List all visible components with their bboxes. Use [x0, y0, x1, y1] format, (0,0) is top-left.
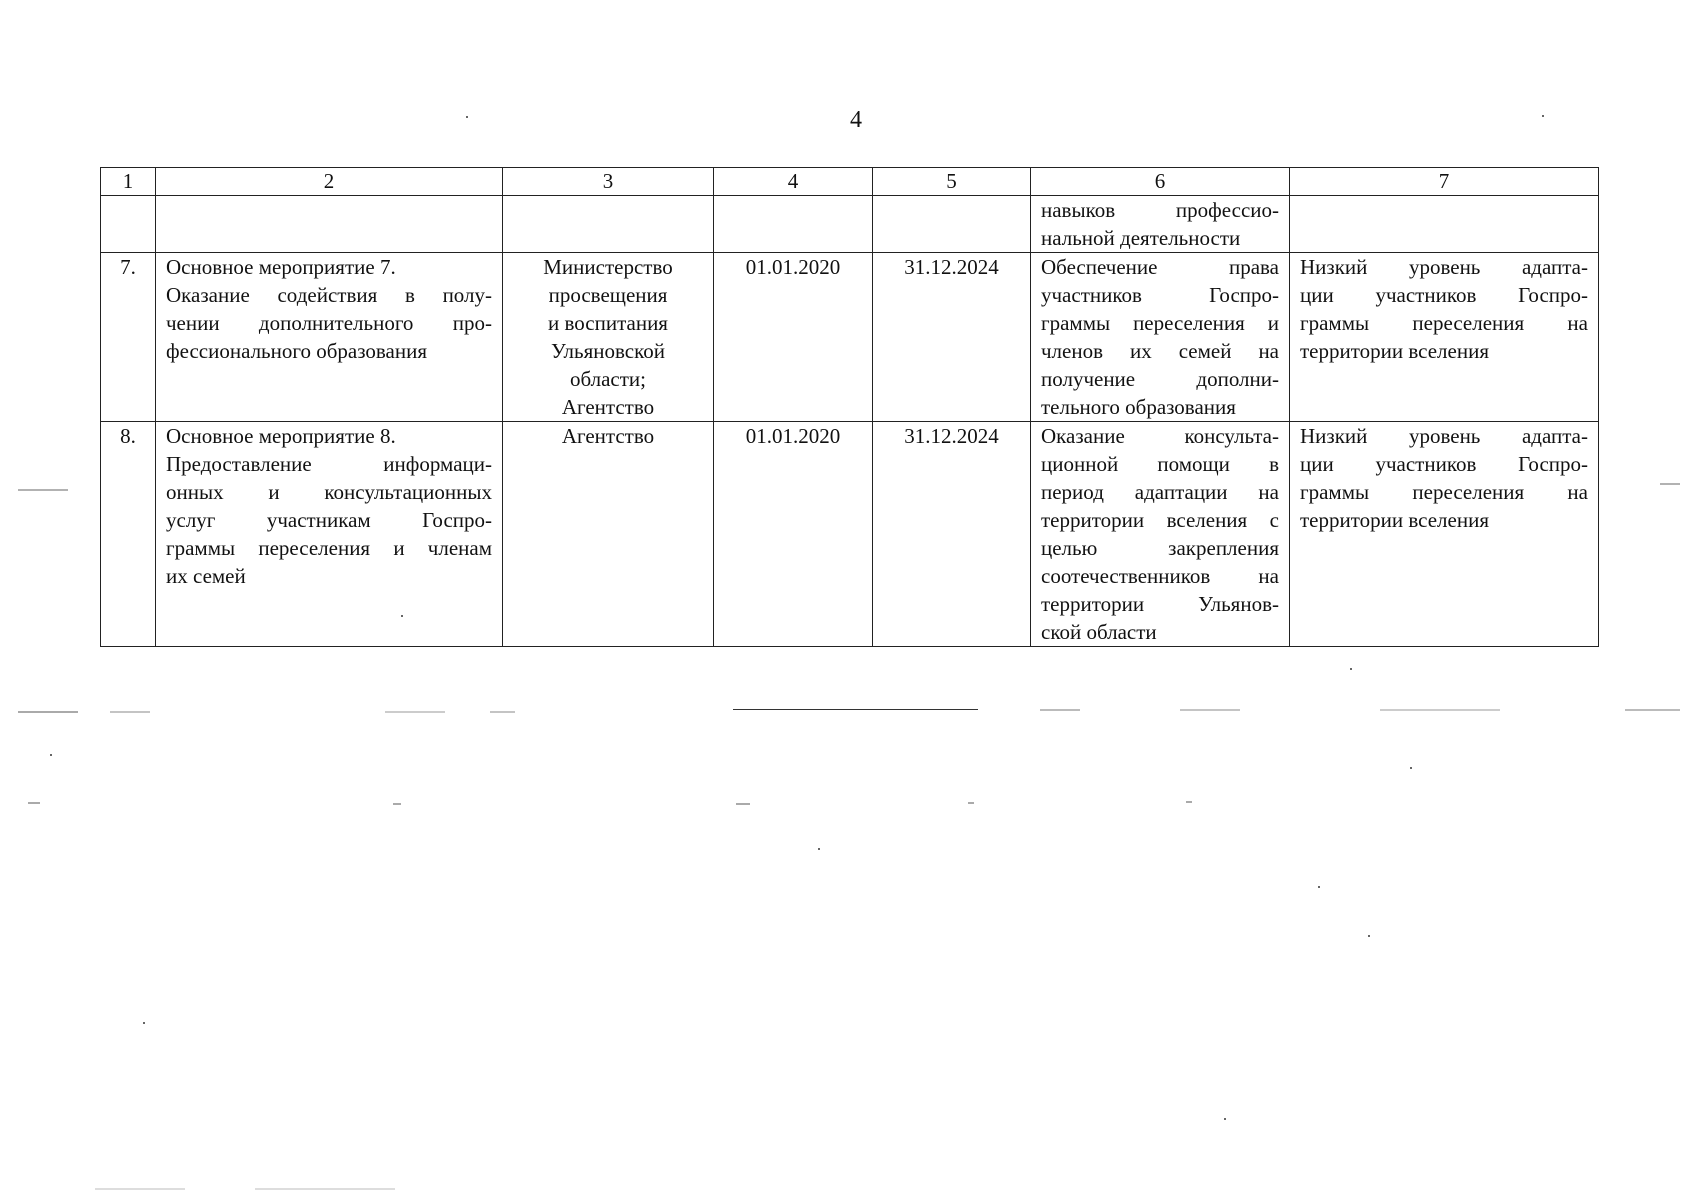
scan-artifact — [1318, 886, 1320, 888]
header-col-3: 3 — [503, 168, 714, 196]
result-line: Оказание консульта- — [1041, 424, 1279, 448]
continuation-result-cell — [1031, 196, 1290, 253]
executor-cell — [503, 422, 714, 647]
event-line: чении дополнительного про- — [166, 311, 492, 335]
executor-line: Министерство — [543, 255, 673, 279]
scan-artifact — [1410, 767, 1412, 769]
scan-artifact — [490, 711, 515, 713]
scan-artifact — [255, 1188, 395, 1190]
result-line: нальной деятельности — [1041, 226, 1241, 250]
risk-line: территории вселения — [1300, 508, 1489, 532]
event-line: Предоставление информаци- — [166, 452, 492, 476]
start-date: 01.01.2020 — [714, 422, 873, 647]
event-line: услуг участникам Госпро- — [166, 508, 492, 532]
executor-line: просвещения — [548, 283, 668, 307]
scan-artifact — [1625, 709, 1680, 711]
event-line: Основное мероприятие 8. — [166, 424, 396, 448]
result-line: соотечественников на — [1041, 564, 1279, 588]
scan-artifact — [1660, 483, 1680, 485]
event-line: их семей — [166, 564, 246, 588]
activities-table — [100, 167, 1599, 647]
result-line: территории вселения с — [1041, 508, 1279, 532]
header-col-4: 4 — [714, 168, 873, 196]
risk-line: граммы переселения на — [1300, 480, 1588, 504]
executor-line: области; — [569, 367, 647, 391]
table-row — [101, 253, 1599, 422]
scan-artifact — [385, 711, 445, 713]
scan-artifact — [968, 802, 974, 804]
header-col-1: 1 — [101, 168, 156, 196]
header-col-5: 5 — [873, 168, 1031, 196]
risk-cell — [1290, 422, 1599, 647]
risk-line: Низкий уровень адапта- — [1300, 255, 1588, 279]
page-number: 4 — [850, 107, 862, 133]
event-line: онных и консультационных — [166, 480, 492, 504]
event-line: фессионального образования — [166, 339, 427, 363]
result-line: получение дополни- — [1041, 367, 1279, 391]
scan-artifact — [466, 116, 468, 118]
scan-artifact — [28, 802, 40, 804]
start-date: 01.01.2020 — [714, 253, 873, 422]
row-number: 8. — [101, 422, 156, 647]
header-col-6: 6 — [1031, 168, 1290, 196]
scan-artifact — [1350, 668, 1352, 670]
end-date: 31.12.2024 — [873, 253, 1031, 422]
scan-artifact — [95, 1188, 185, 1190]
executor-line: и воспитания — [548, 311, 668, 335]
table-row — [101, 422, 1599, 647]
risk-cell — [1290, 253, 1599, 422]
scan-artifact — [1040, 709, 1080, 711]
scan-artifact — [1180, 709, 1240, 711]
scan-artifact — [401, 615, 403, 617]
event-line: Оказание содействия в полу- — [166, 283, 492, 307]
header-col-7: 7 — [1290, 168, 1599, 196]
continuation-row — [101, 196, 1599, 253]
risk-line: Низкий уровень адапта- — [1300, 424, 1588, 448]
result-line: территории Ульянов- — [1041, 592, 1279, 616]
scan-artifact — [736, 803, 750, 805]
scan-artifact — [1542, 115, 1544, 117]
table-header — [101, 168, 1599, 196]
end-date: 31.12.2024 — [873, 422, 1031, 647]
scan-artifact — [18, 489, 68, 491]
event-cell — [156, 422, 503, 647]
scan-artifact — [818, 848, 820, 850]
event-cell — [156, 253, 503, 422]
scan-artifact — [143, 1022, 145, 1024]
scan-artifact — [50, 754, 52, 756]
result-line: период адаптации на — [1041, 480, 1279, 504]
result-line: членов их семей на — [1041, 339, 1279, 363]
result-line: участников Госпро- — [1041, 283, 1279, 307]
risk-line: ции участников Госпро- — [1300, 452, 1588, 476]
row-number: 7. — [101, 253, 156, 422]
scan-artifact — [1368, 935, 1370, 937]
result-line: граммы переселения и — [1041, 311, 1279, 335]
executor-line: Агентство — [561, 424, 655, 448]
scan-artifact — [18, 711, 78, 713]
risk-line: ции участников Госпро- — [1300, 283, 1588, 307]
scan-artifact — [393, 803, 401, 805]
executor-cell — [503, 253, 714, 422]
event-line: граммы переселения и членам — [166, 536, 492, 560]
header-col-2: 2 — [156, 168, 503, 196]
risk-line: граммы переселения на — [1300, 311, 1588, 335]
result-cell — [1031, 253, 1290, 422]
result-line: целью закрепления — [1041, 536, 1279, 560]
scan-artifact — [1186, 801, 1192, 803]
result-line: Обеспечение права — [1041, 255, 1279, 279]
result-line: ской области — [1041, 620, 1157, 644]
risk-line: территории вселения — [1300, 339, 1489, 363]
executor-line: Ульяновской — [551, 339, 665, 363]
result-line: ционной помощи в — [1041, 452, 1279, 476]
scan-artifact — [110, 711, 150, 713]
signature-rule — [733, 709, 978, 710]
event-line: Основное мероприятие 7. — [166, 255, 396, 279]
result-line: навыков профессио- — [1041, 198, 1279, 222]
executor-line: Агентство — [561, 395, 655, 419]
result-line: тельного образования — [1041, 395, 1236, 419]
scan-artifact — [1380, 709, 1500, 711]
scan-artifact — [1224, 1118, 1226, 1120]
result-cell — [1031, 422, 1290, 647]
